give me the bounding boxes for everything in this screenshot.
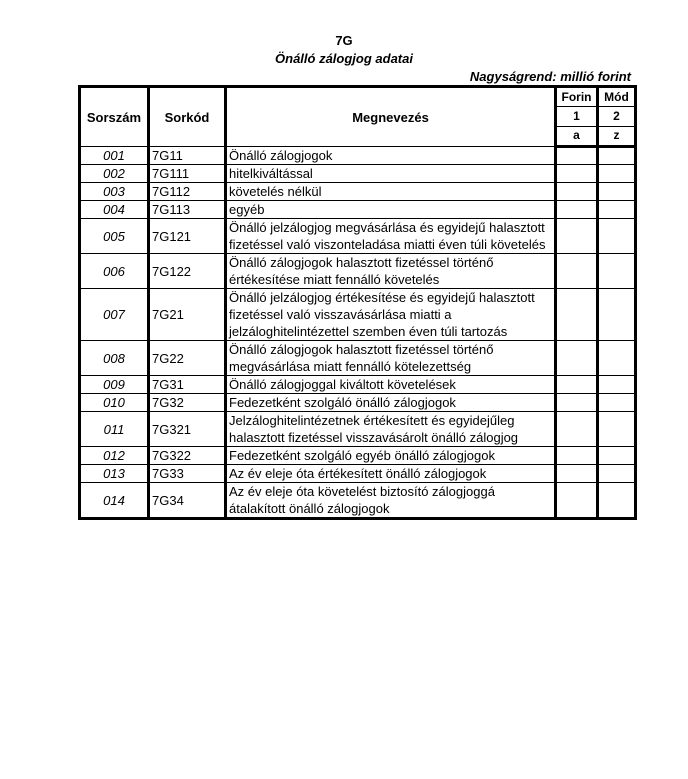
value-cell-mod[interactable]: [598, 183, 636, 201]
table-row: [80, 394, 636, 412]
column-header-mod: Mód: [598, 87, 636, 107]
row-name-cell: Az év eleje óta követelést biztosító zálogjoggá átalakított önálló zálogjogok: [226, 483, 556, 519]
row-name-cell: hitelkiváltással: [226, 165, 556, 183]
row-number-cell: 005: [80, 219, 149, 254]
row-code-cell: 7G113: [149, 201, 226, 219]
row-number-cell: 007: [80, 289, 149, 341]
form-code-title: 7G: [335, 33, 353, 48]
value-cell-forin[interactable]: [556, 201, 598, 219]
table-row: [80, 254, 636, 289]
table-row: [80, 183, 636, 201]
table-row: [80, 412, 636, 447]
value-cell-forin[interactable]: [556, 376, 598, 394]
column-header-sorkod: Sorkód: [149, 87, 226, 147]
value-cell-mod[interactable]: [598, 465, 636, 483]
value-cell-mod[interactable]: [598, 147, 636, 165]
row-code-cell: 7G22: [149, 341, 226, 376]
column-header-megnevezes: Megnevezés: [226, 87, 556, 147]
row-name-cell: Önálló jelzálogjog értékesítése és egyidejű halasztott fizetéssel való visszavásárlása miatti a jelzáloghitelintézettel szemben éven túli tartozás: [226, 289, 556, 341]
unit-label: Nagyságrend: millió forint: [469, 69, 631, 84]
table-row: [80, 219, 636, 254]
value-cell-forin[interactable]: [556, 483, 598, 519]
value-cell-mod[interactable]: [598, 289, 636, 341]
table-row: [80, 465, 636, 483]
row-code-cell: 7G34: [149, 483, 226, 519]
value-cell-mod[interactable]: [598, 254, 636, 289]
value-cell-forin[interactable]: [556, 341, 598, 376]
value-cell-mod[interactable]: [598, 394, 636, 412]
row-name-cell: Önálló zálogjogok: [226, 147, 556, 165]
table-row: [80, 147, 636, 165]
table-row: [80, 447, 636, 465]
value-cell-forin[interactable]: [556, 165, 598, 183]
value-cell-mod[interactable]: [598, 483, 636, 519]
value-cell-forin[interactable]: [556, 447, 598, 465]
row-number-cell: 002: [80, 165, 149, 183]
row-name-cell: Fedezetként szolgáló egyéb önálló zálogjogok: [226, 447, 556, 465]
table-row: [80, 289, 636, 341]
row-code-cell: 7G31: [149, 376, 226, 394]
row-number-cell: 003: [80, 183, 149, 201]
table-row: [80, 165, 636, 183]
row-code-cell: 7G112: [149, 183, 226, 201]
column-number-1: 1: [556, 107, 598, 126]
data-table: [78, 85, 637, 520]
value-cell-mod[interactable]: [598, 201, 636, 219]
row-code-cell: 7G32: [149, 394, 226, 412]
row-number-cell: 004: [80, 201, 149, 219]
row-name-cell: egyéb: [226, 201, 556, 219]
row-number-cell: 011: [80, 412, 149, 447]
value-cell-mod[interactable]: [598, 447, 636, 465]
column-number-2: 2: [598, 107, 636, 126]
row-number-cell: 013: [80, 465, 149, 483]
column-letter-z: z: [598, 126, 636, 146]
row-number-cell: 010: [80, 394, 149, 412]
table-row: [80, 201, 636, 219]
row-name-cell: Fedezetként szolgáló önálló zálogjogok: [226, 394, 556, 412]
value-cell-forin[interactable]: [556, 289, 598, 341]
row-name-cell: Az év eleje óta értékesített önálló zálogjogok: [226, 465, 556, 483]
value-cell-mod[interactable]: [598, 219, 636, 254]
value-cell-forin[interactable]: [556, 183, 598, 201]
value-cell-mod[interactable]: [598, 412, 636, 447]
row-number-cell: 012: [80, 447, 149, 465]
value-cell-forin[interactable]: [556, 394, 598, 412]
row-name-cell: Önálló jelzálogjog megvásárlása és egyidejű halasztott fizetéssel való viszonteladása miatti éven túli követelés: [226, 219, 556, 254]
table-row: [80, 376, 636, 394]
row-number-cell: 008: [80, 341, 149, 376]
value-cell-forin[interactable]: [556, 254, 598, 289]
value-cell-mod[interactable]: [598, 376, 636, 394]
column-header-sorszam: Sorszám: [80, 87, 149, 147]
row-code-cell: 7G111: [149, 165, 226, 183]
value-cell-forin[interactable]: [556, 465, 598, 483]
row-number-cell: 009: [80, 376, 149, 394]
row-code-cell: 7G321: [149, 412, 226, 447]
column-header-forin: Forin: [556, 87, 598, 107]
form-subtitle: Önálló zálogjog adatai: [275, 51, 413, 66]
row-code-cell: 7G122: [149, 254, 226, 289]
row-name-cell: követelés nélkül: [226, 183, 556, 201]
table-row: [80, 341, 636, 376]
row-number-cell: 006: [80, 254, 149, 289]
row-code-cell: 7G33: [149, 465, 226, 483]
value-cell-mod[interactable]: [598, 165, 636, 183]
table-body: [80, 147, 636, 519]
row-code-cell: 7G21: [149, 289, 226, 341]
row-name-cell: Önálló zálogjogok halasztott fizetéssel történő értékesítése miatt fennálló követelés: [226, 254, 556, 289]
value-cell-forin[interactable]: [556, 412, 598, 447]
row-number-cell: 001: [80, 147, 149, 165]
row-name-cell: Önálló zálogjogok halasztott fizetéssel történő megvásárlása miatt fennálló kötelezettség: [226, 341, 556, 376]
value-cell-forin[interactable]: [556, 219, 598, 254]
row-number-cell: 014: [80, 483, 149, 519]
row-code-cell: 7G11: [149, 147, 226, 165]
value-cell-forin[interactable]: [556, 147, 598, 165]
row-name-cell: Jelzáloghitelintézetnek értékesített és egyidejűleg halasztott fizetéssel visszavásárolt önálló zálogjog: [226, 412, 556, 447]
value-cell-mod[interactable]: [598, 341, 636, 376]
row-name-cell: Önálló zálogjoggal kiváltott követelések: [226, 376, 556, 394]
row-code-cell: 7G121: [149, 219, 226, 254]
table-row: [80, 483, 636, 519]
column-letter-a: a: [556, 126, 598, 146]
row-code-cell: 7G322: [149, 447, 226, 465]
